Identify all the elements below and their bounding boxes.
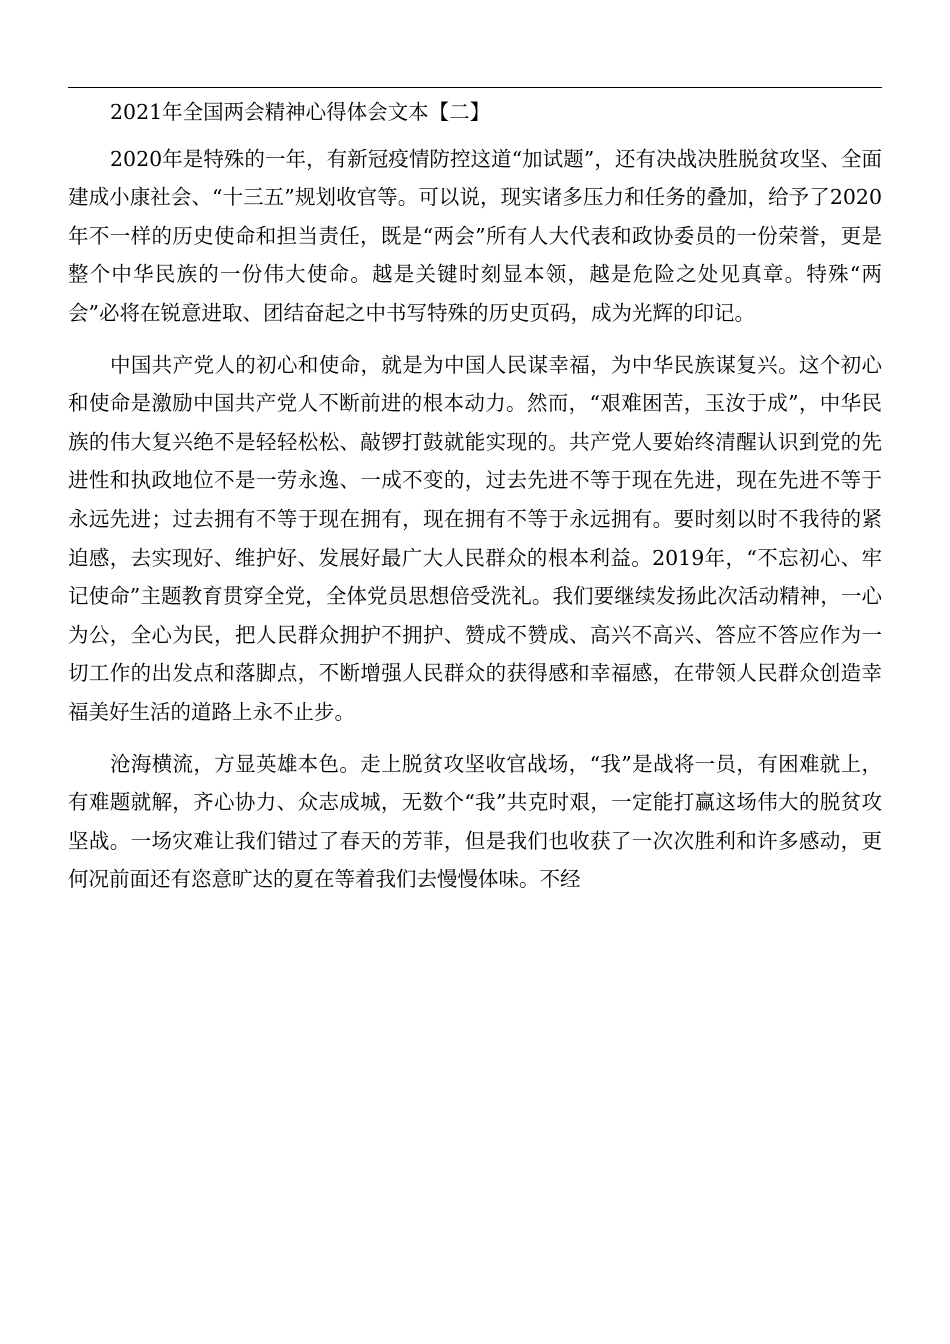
paragraph-2: 中国共产党人的初心和使命，就是为中国人民谋幸福，为中华民族谋复兴。这个初心和使命是激励中国共产党人不断前进的根本动力。然而，“艰难困苦，玉汝于成”，中华民族的伟大复兴绝不是轻轻松松、敲锣打鼓就能实现的。共产党人要始终清醒认识到党的先进性和执政地位不是一劳永逸、一成不变的，过去先进不等于现在先进，现在先进不等于永远先进；过去拥有不等于现在拥有，现在拥有不等于永远拥有。要时刻以时不我待的紧迫感，去实现好、维护好、发展好最广大人民群众的根本利益。2019年，“不忘初心、牢记使命”主题教育贯穿全党，全体党员思想倍受洗礼。我们要继续发扬此次活动精神，一心为公，全心为民，把人民群众拥护不拥护、赞成不赞成、高兴不高兴、答应不答应作为一切工作的出发点和落脚点，不断增强人民群众的获得感和幸福感，在带领人民群众创造幸福美好生活的道路上永不止步。 (68, 352, 882, 724)
document-body (68, 93, 882, 912)
paragraph-1: 2020年是特殊的一年，有新冠疫情防控这道“加试题”，还有决战决胜脱贫攻坚、全面建成小康社会、“十三五”规划收官等。可以说，现实诸多压力和任务的叠加，给予了2020年不一样的历史使命和担当责任，既是“两会”所有人大代表和政协委员的一份荣誉，更是整个中华民族的一份伟大使命。越是关键时刻显本领，越是危险之处见真章。特殊“两会”必将在锐意进取、团结奋起之中书写特殊的历史页码，成为光辉的印记。 (68, 146, 882, 325)
header-rule (68, 87, 882, 88)
document-title: 2021年全国两会精神心得体会文本【二】 (110, 100, 491, 124)
paragraph-3: 沧海横流，方显英雄本色。走上脱贫攻坚收官战场，“我”是战将一员，有困难就上，有难题就解，齐心协力、众志成城，无数个“我”共克时艰，一定能打赢这场伟大的脱贫攻坚战。一场灾难让我们错过了春天的芳菲，但是我们也收获了一次次胜利和许多感动，更何况前面还有恣意旷达的夏在等着我们去慢慢体味。不经 (68, 751, 882, 892)
